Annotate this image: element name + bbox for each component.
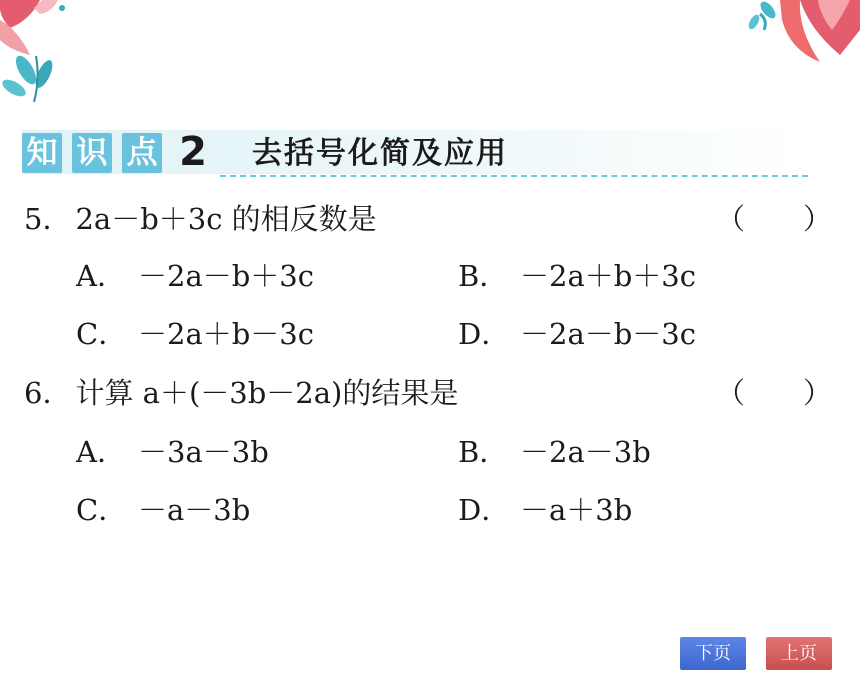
question-5-option-b bbox=[458, 258, 696, 294]
option-text: －2a＋b＋3c bbox=[520, 259, 696, 293]
option-letter: A． bbox=[76, 259, 126, 293]
option-text: －2a－b＋3c bbox=[138, 259, 314, 293]
question-5-stem bbox=[24, 201, 377, 237]
next-page-button[interactable]: 下页 bbox=[680, 637, 746, 670]
section-header bbox=[22, 130, 808, 176]
question-6-option-d bbox=[458, 492, 632, 528]
floral-decoration-right-icon bbox=[720, 0, 860, 80]
option-letter: C． bbox=[76, 493, 128, 527]
question-text: 的相反数是 bbox=[222, 202, 377, 236]
question-5-option-d bbox=[458, 316, 696, 352]
section-divider bbox=[220, 175, 808, 177]
question-text: 的结果是 bbox=[342, 376, 459, 410]
question-number: 6． bbox=[24, 376, 72, 410]
question-6-stem bbox=[24, 375, 458, 411]
question-6-option-a bbox=[76, 434, 269, 470]
badge-number: 2 bbox=[179, 129, 207, 175]
question-5-answer-blank: （ ） bbox=[716, 202, 833, 236]
option-text: －2a－b－3c bbox=[520, 317, 696, 351]
question-6-answer-blank: （ ） bbox=[716, 376, 833, 410]
section-title: 去括号化简及应用 bbox=[252, 136, 508, 171]
option-text: －a－3b bbox=[138, 493, 251, 527]
option-letter: B． bbox=[458, 435, 509, 469]
question-6-option-b bbox=[458, 434, 651, 470]
option-letter: B． bbox=[458, 259, 509, 293]
option-letter: D． bbox=[458, 493, 511, 527]
option-letter: C． bbox=[76, 317, 128, 351]
badge-char-2: 识 bbox=[72, 133, 112, 173]
option-text: －2a－3b bbox=[520, 435, 651, 469]
question-6-option-c bbox=[76, 492, 250, 528]
option-text: －3a－3b bbox=[138, 435, 269, 469]
option-text: －a＋3b bbox=[520, 493, 633, 527]
question-5-option-a bbox=[76, 258, 314, 294]
badge-char-3: 点 bbox=[122, 133, 162, 173]
badge-char-1: 知 bbox=[22, 133, 62, 173]
question-prefix: 计算 bbox=[75, 376, 143, 410]
question-expression: 2a－b＋3c bbox=[75, 202, 223, 236]
option-text: －2a＋b－3c bbox=[138, 317, 314, 351]
question-number: 5． bbox=[24, 202, 72, 236]
question-5-option-c bbox=[76, 316, 314, 352]
option-letter: A． bbox=[76, 435, 126, 469]
question-expression: a＋(－3b－2a) bbox=[142, 376, 343, 410]
previous-page-button[interactable]: 上页 bbox=[766, 637, 832, 670]
floral-decoration-icon bbox=[0, 0, 110, 110]
option-letter: D． bbox=[458, 317, 511, 351]
